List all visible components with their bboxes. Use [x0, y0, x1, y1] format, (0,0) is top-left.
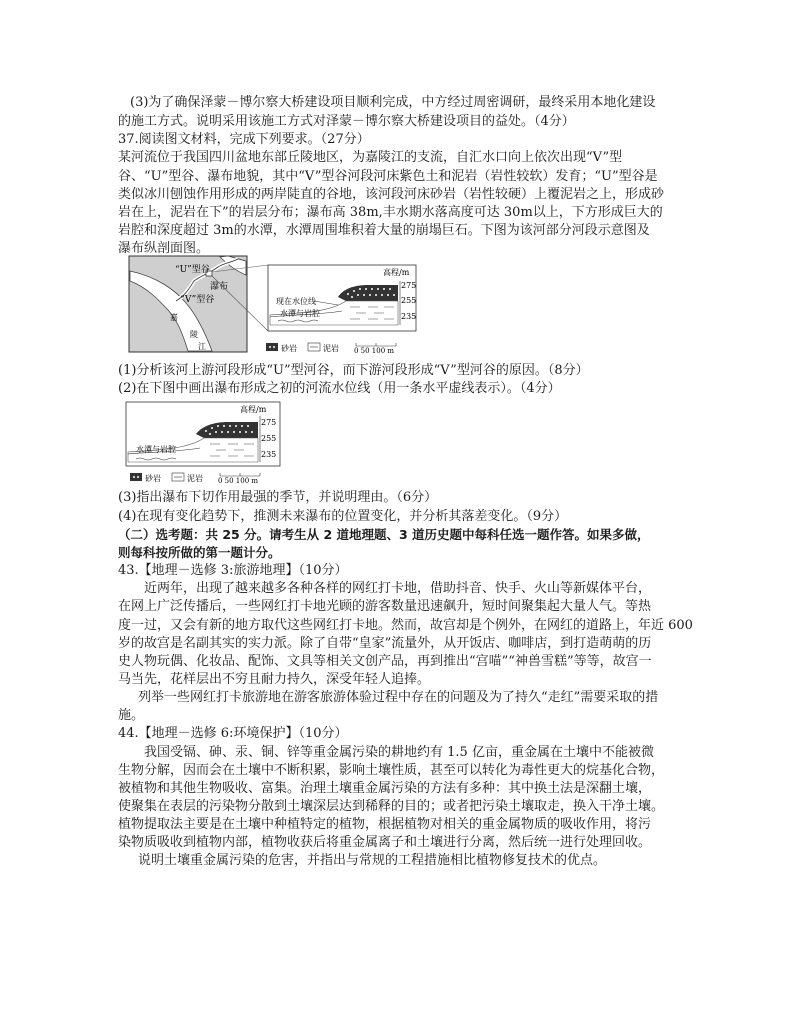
scale-bar-label: 0 50 100 m [218, 477, 259, 485]
sandstone-legend-label: 砂岩 [145, 474, 161, 483]
figure1-legend [264, 341, 424, 355]
q43-question: 列举一些网红打卡旅游地在游客旅游体验过程中存在的问题及为了持久“走红”需要采取的措 [138, 690, 659, 705]
sandstone-legend-swatch [266, 343, 278, 351]
q36-3-line1: (3)为了确保泽蒙－博尔察大桥建设项目顺利完成，中方经过周密调研，最终采用本地化建设 [130, 95, 656, 110]
river-map-and-profile-figure [128, 255, 428, 355]
q44-material-line: 植物提取法主要是在土壤中种植特定的植物，根据植物对相关的重金属物质的吸收作用，将污 [118, 817, 652, 832]
mudstone-legend-label: 泥岩 [187, 474, 203, 483]
q37-material-line: 谷、“U”型谷、瀑布地貌，其中“V”型谷河段河床紫色土和泥岩（岩性较软）发育；“U”型谷是 [118, 169, 658, 184]
q37-material-line: 某河流位于我国四川盆地东部丘陵地区，为嘉陵江的支流，自汇水口向上依次出现“V”型 [118, 150, 623, 165]
q43-material-line: 度一过，又会有新的地方取代这些网红打卡地。然而，故宫却是个例外，在网红的道路上，年近 600 [118, 618, 693, 633]
map-label-waterfall: 瀑布 [210, 282, 229, 292]
q43-question-cont: 施。 [118, 708, 145, 723]
q43-heading: 43.【地理－选修 3:旅游地理】（10分） [118, 563, 348, 578]
q37-heading: 37.阅读图文材料，完成下列要求。（27分） [118, 132, 370, 147]
q44-material-line: 我国受镉、砷、汞、铜、锌等重金属污染的耕地约有 1.5 亿亩，重金属在土壤中不能被微 [144, 745, 654, 760]
q43-material-line: 近两年，出现了越来越多各种各样的网红打卡地，借助抖音、快手、火山等新媒体平台， [144, 581, 652, 596]
map-label-river: 陵 [190, 330, 198, 339]
sandstone-legend-swatch [130, 473, 142, 481]
q43-material-line: 马当先，花样层出不穷且耐力持久，深受年轻人追捧。 [118, 672, 431, 687]
map-label-river: 江 [198, 342, 206, 351]
elevation-tick: 255 [401, 296, 417, 305]
q37-material-line: 瀑布纵剖面图。 [118, 241, 210, 256]
figure2-legend [128, 471, 288, 485]
map-label-u-valley: “U”型谷 [175, 265, 210, 275]
waterfall-profile-chart [268, 265, 416, 331]
map-label-v-valley: “V”型谷 [180, 295, 215, 305]
q37-material-line: 类似冰川刨蚀作用形成的两岸陡直的谷地，该河段河床砂岩（岩性较硬）上覆泥岩之上，形成砂 [118, 187, 665, 202]
q43-material-line: 在网上广泛传播后，一些网红打卡地光顾的游客数量迅速飙升，短时间聚集起大量人气。等热 [118, 599, 652, 614]
current-water-level-label: 现在水位线 [276, 297, 316, 306]
pool-and-cavity-label: 水潭与岩腔 [136, 445, 176, 454]
map-label-river: 嘉 [170, 313, 178, 322]
elevation-axis-title: 高程/m [240, 405, 267, 414]
elective-instruction-line1: （二）选考题：共 25 分。请考生从 2 道地理题、3 道历史题中每科任选一题作答。如果多做， [118, 527, 650, 542]
waterfall-profile-answer-figure [124, 400, 284, 470]
elevation-tick: 275 [261, 418, 277, 427]
q44-question: 说明土壤重金属污染的危害，并指出与常规的工程措施相比植物修复技术的优点。 [138, 853, 607, 868]
elevation-tick: 235 [261, 450, 277, 459]
mudstone-legend-label: 泥岩 [323, 344, 339, 353]
q37-material-line: 岩腔和深度超过 3m的水潭，水潭周围堆积着大量的崩塌巨石。下图为该河部分河段示意图及 [118, 223, 650, 238]
q44-material-line: 被植物和其他生物吸收、富集。治理土壤重金属污染的方法有多种：其中换土法是深翻土壤， [118, 781, 652, 796]
q37-question-4: (4)在现有变化趋势下，推测未来瀑布的位置变化，并分析其落差变化。（9分） [118, 509, 568, 524]
q43-material-line: 史人物玩偶、化妆品、配饰、文具等相关文创产品，再到推出“宫喵”“神兽雪糕”等等，故宫一 [118, 654, 652, 669]
q44-material-line: 染物质吸收到植物内部，植物收获后将重金属离子和土壤进行分离，然后统一进行处理回收。 [118, 835, 652, 850]
q44-heading: 44.【地理－选修 6:环境保护】（10分） [118, 726, 348, 741]
q37-material-line: 岩在上，泥岩在下”的岩层分布；瀑布高 38m,丰水期水落高度可达 30m以上，下方形成巨大的 [118, 205, 663, 220]
q37-question-2: (2)在下图中画出瀑布形成之初的河流水位线（用一条水平虚线表示）。（4分） [118, 381, 561, 396]
river-section-map [129, 256, 247, 352]
scale-bar-label: 0 50 100 m [354, 347, 395, 355]
pool-and-cavity-label: 水潭与岩腔 [280, 309, 320, 318]
elective-instruction-line2: 则每科按所做的第一题计分。 [118, 545, 281, 560]
q37-question-1: (1)分析该河上游河段形成“U”型河谷，而下游河段形成“V”型河谷的原因。（8分） [118, 363, 589, 378]
elevation-axis-title: 高程/m [383, 268, 410, 277]
q43-material-line: 岁的故宫是名副其实的实力派。除了自带“皇家”流量外，从开饭店、咖啡店，到打造萌萌的历 [118, 636, 652, 651]
q37-question-3: (3)指出瀑布下切作用最强的季节，并说明理由。（6分） [118, 490, 438, 505]
q36-3-line2: 的施工方式。说明采用该施工方式对泽蒙－博尔察大桥建设项目的益处。（4分） [118, 114, 575, 129]
q44-material-line: 使聚集在表层的污染物分散到土壤深层达到稀释的目的；或者把污染土壤取走，换入干净土壤。 [118, 799, 665, 814]
q44-material-line: 生物分解，因而会在土壤中不断积累，影响土壤性质，甚至可以转化为毒性更大的烷基化合物， [118, 763, 665, 778]
sandstone-legend-label: 砂岩 [281, 344, 297, 353]
elevation-tick: 235 [401, 312, 417, 321]
elevation-tick: 275 [401, 281, 417, 290]
elevation-tick: 255 [261, 434, 277, 443]
